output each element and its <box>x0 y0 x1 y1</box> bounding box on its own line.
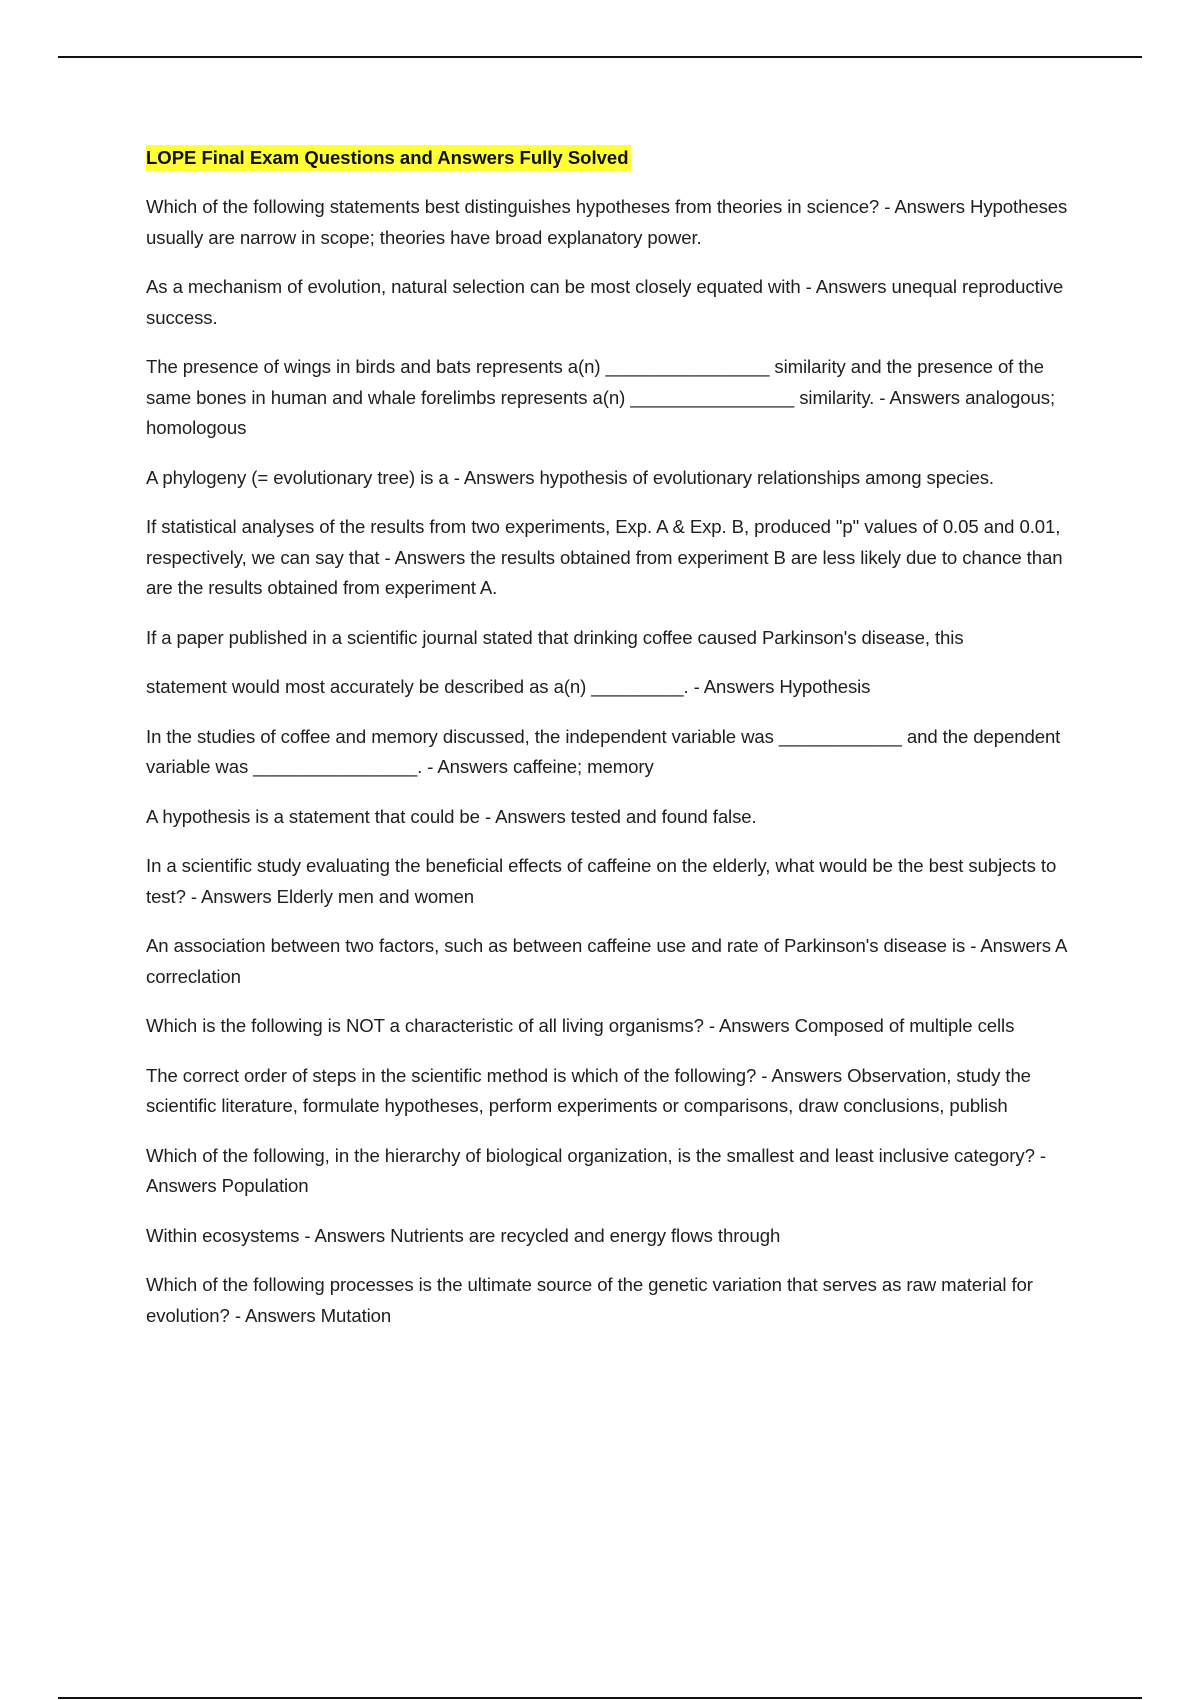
page-bottom-rule <box>58 1697 1142 1699</box>
qa-item-hypothesis-definition: A hypothesis is a statement that could be - Answers tested and found false. <box>146 805 757 827</box>
qa-item-ecosystems: Within ecosystems - Answers Nutrients are recycled and energy flows through <box>146 1224 781 1246</box>
qa-item-natural-selection: As a mechanism of evolution, natural selection can be most closely equated with - Answers unequal reproductive success. <box>146 276 1064 328</box>
qa-item-coffee-parkinsons-continued: statement would most accurately be described as a(n) _________. - Answers Hypothesis <box>146 676 871 697</box>
page-top-rule <box>58 56 1142 58</box>
qa-item-scientific-method: The correct order of steps in the scientific method is which of the following? - Answers Observation, study the scientific literature, formulate hypotheses, perform experiments or comparisons, draw conclusions, publish <box>146 1064 1031 1116</box>
qa-item-living-organisms: Which is the following is NOT a characteristic of all living organisms? - Answers Composed of multiple cells <box>146 1015 1015 1036</box>
qa-item-biological-hierarchy: Which of the following, in the hierarchy of biological organization, is the smallest and least inclusive category? - Answers Population <box>146 1144 1046 1196</box>
qa-item-phylogeny: A phylogeny (= evolutionary tree) is a - Answers hypothesis of evolutionary relationships among species. <box>146 466 994 488</box>
qa-item-genetic-variation: Which of the following processes is the ultimate source of the genetic variation that serves as raw material for evolution? - Answers Mutation <box>146 1274 1033 1326</box>
qa-item-coffee-memory-variables: In the studies of coffee and memory discussed, the independent variable was ____________ and the dependent variable was ________________. - Answers caffeine; memory <box>146 725 1061 777</box>
qa-item-hypotheses-theories: Which of the following statements best distinguishes hypotheses from theories in science? - Answers Hypotheses usually are narrow in scope; theories have broad explanatory power. <box>146 196 1068 248</box>
document-title: LOPE Final Exam Questions and Answers Fully Solved <box>146 145 631 171</box>
qa-item-p-values: If statistical analyses of the results from two experiments, Exp. A & Exp. B, produced "p" values of 0.05 and 0.01, respectively, we can say that - Answers the results obtained from experiment B are less likely due to chance than are the results obtained from experiment A. <box>146 516 1063 598</box>
qa-item-coffee-parkinsons: If a paper published in a scientific journal stated that drinking coffee caused Parkinson's disease, this <box>146 626 964 648</box>
qa-item-wings-similarity: The presence of wings in birds and bats represents a(n) ________________ similarity and the presence of the same bones in human and whale forelimbs represents a(n) ________________ similarity. - Answers analogous; homologous <box>146 356 1056 438</box>
document-body <box>146 145 1086 1350</box>
qa-item-caffeine-elderly: In a scientific study evaluating the beneficial effects of caffeine on the elderly, what would be the best subjects to test? - Answers Elderly men and women <box>146 855 1057 907</box>
qa-item-association: An association between two factors, such as between caffeine use and rate of Parkinson's disease is - Answers A correclation <box>146 935 1067 987</box>
